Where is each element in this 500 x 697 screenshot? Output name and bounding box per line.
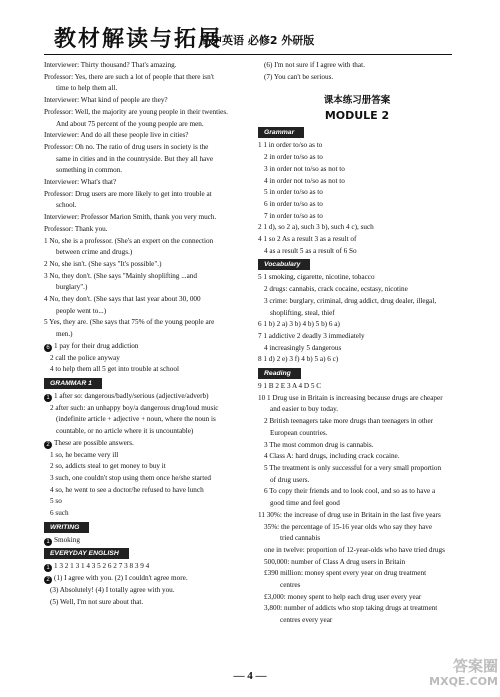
answer-text: These are possible answers. xyxy=(54,438,134,447)
answer-text: same in cities and in the countryside. But they all have xyxy=(56,154,214,163)
answer-line xyxy=(258,187,456,199)
answer-text: Interviewer: What's that? xyxy=(44,178,117,187)
right-body-lines xyxy=(258,125,456,626)
answer-line xyxy=(44,165,256,177)
answer-line xyxy=(44,259,256,271)
answer-line xyxy=(44,403,256,415)
answer-text: Interviewer: Thirty thousand? That's amazing. xyxy=(44,61,177,69)
answer-line xyxy=(258,381,456,393)
answer-text: tried cannabis xyxy=(280,534,321,543)
answer-line xyxy=(258,246,456,258)
answer-text: 6 in order to/so as to xyxy=(264,199,323,208)
circled-number: 1 xyxy=(44,564,52,572)
workbook-title: 课本练习册答案 xyxy=(323,95,391,107)
section-tag xyxy=(258,366,456,381)
answer-line xyxy=(44,60,256,72)
answer-text: 4 in order not to/so as not to xyxy=(264,176,345,185)
answer-line xyxy=(44,329,256,341)
answer-line xyxy=(44,236,256,248)
answer-text: 1 No, she is a professor. (She's an expert on the connection xyxy=(44,236,214,245)
answer-text: shoplifting, steal, thief xyxy=(270,308,335,317)
answer-line xyxy=(258,451,456,463)
section-tag-label: GRAMMAR 1 xyxy=(44,378,102,389)
answer-text: 2 call the police anyway xyxy=(50,353,120,362)
answer-line xyxy=(44,561,256,573)
answer-text: 4 1 so 2 As a result 3 as a result of xyxy=(258,235,357,244)
answer-text: 3,800: number of addicts who stop taking drugs at treatment xyxy=(264,604,438,613)
answer-text: 5 The treatment is only successful for a very small proportion xyxy=(264,463,442,472)
answer-line xyxy=(258,393,456,405)
answer-text: Professor: Well, the majority are young people in their twenties. xyxy=(44,107,228,116)
answer-line xyxy=(44,95,256,107)
answer-text: 2 after such: an unhappy boy/a dangerous drug/loud music xyxy=(50,403,219,412)
watermark-logo xyxy=(418,658,498,694)
answer-text: Interviewer: Professor Marion Smith, thank you very much. xyxy=(44,213,217,222)
answer-text: (indefinite article + adjective + noun, where the noun is xyxy=(56,415,216,424)
answer-text: 1 after so: dangerous/badly/serious (adjective/adverb) xyxy=(54,391,209,400)
answer-line xyxy=(44,271,256,283)
circled-number: 1 xyxy=(44,394,52,402)
right-column xyxy=(258,60,456,627)
section-tag xyxy=(258,125,456,140)
answer-text: 3 No, they don't. (She says "Mainly shoplifting ...and xyxy=(44,271,197,280)
answer-text: 4 to help them all 5 get into trouble at school xyxy=(50,365,179,374)
answer-line xyxy=(44,485,256,497)
answer-line xyxy=(44,573,256,585)
section-tag-label: Reading xyxy=(258,368,301,379)
answer-line xyxy=(44,414,256,426)
page-header xyxy=(0,0,500,60)
answer-line xyxy=(44,142,256,154)
answer-line xyxy=(44,200,256,212)
answer-line xyxy=(258,510,456,522)
answer-line xyxy=(258,152,456,164)
answer-line xyxy=(44,224,256,236)
answer-line xyxy=(44,438,256,450)
answer-text: 5 in order to/so as to xyxy=(264,188,323,197)
answer-line xyxy=(44,247,256,259)
answer-text: 3 crime: burglary, criminal, drug addict, drug dealer, illegal, xyxy=(264,296,437,305)
answer-text: 35%: the percentage of 15-16 year olds who say they have xyxy=(264,522,433,531)
answer-text: 1 3 2 1 3 1 4 3 5 2 6 2 7 3 8 3 9 4 xyxy=(54,562,150,571)
section-tag-label: Vocabulary xyxy=(258,259,310,270)
answer-line xyxy=(258,72,456,84)
answer-line xyxy=(44,72,256,84)
left-column xyxy=(44,60,256,608)
answer-line xyxy=(258,463,456,475)
answer-text: 4 Class A: hard drugs, including crack cocaine. xyxy=(264,452,400,461)
answer-text: 3 such, one couldn't stop using them once he/she started xyxy=(50,473,211,482)
answer-text: Interviewer: What kind of people are they? xyxy=(44,96,168,105)
answer-line xyxy=(258,533,456,545)
answer-text: one in twelve: proportion of 12-year-olds who have tried drugs xyxy=(264,545,445,554)
answer-line xyxy=(258,272,456,284)
answer-line xyxy=(258,296,456,308)
answer-line xyxy=(258,522,456,534)
circled-number: 2 xyxy=(44,441,52,449)
answer-text: something in common. xyxy=(56,166,123,175)
right-top-lines xyxy=(258,60,456,83)
answer-text: 4 so, he went to see a doctor/he refused to have lunch xyxy=(50,485,204,494)
section-tag xyxy=(44,376,256,391)
answer-text: 1 so, he became very ill xyxy=(50,450,119,459)
answer-text: 3 in order not to/so as not to xyxy=(264,164,345,173)
answer-text: men.) xyxy=(56,330,73,339)
answer-line xyxy=(44,83,256,95)
answer-line xyxy=(44,107,256,119)
answer-line xyxy=(258,354,456,366)
answer-line xyxy=(44,426,256,438)
answer-line xyxy=(258,486,456,498)
answer-text: 6 To copy their friends and to look cool, and so as to have a xyxy=(264,487,436,496)
answer-line xyxy=(258,557,456,569)
answer-text: 7 in order to/so as to xyxy=(264,211,323,220)
answer-text: Professor: Oh no. The ratio of drug users in society is the xyxy=(44,142,209,151)
module-title: MODULE 2 xyxy=(324,109,390,123)
answer-text: 9 1 B 2 E 3 A 4 D 5 C xyxy=(258,382,322,391)
answer-line xyxy=(258,164,456,176)
answer-text: 500,000: number of Class A drug users in Britain xyxy=(264,557,406,566)
answer-text: 5 so xyxy=(50,497,62,506)
answer-line xyxy=(258,592,456,604)
answer-line xyxy=(44,154,256,166)
answer-text: (3) Absolutely! (4) I totally agree with you. xyxy=(50,585,175,594)
answer-text: 2 drugs: cannabis, crack cocaine, ecstasy, nicotine xyxy=(264,285,408,294)
answer-text: and easier to buy today. xyxy=(270,405,338,414)
answer-text: school. xyxy=(56,201,77,210)
answer-line xyxy=(44,473,256,485)
answer-text: between crime and drugs.) xyxy=(56,248,133,257)
answer-line xyxy=(258,211,456,223)
answer-line xyxy=(258,176,456,188)
answer-line xyxy=(258,440,456,452)
answer-text: European countries. xyxy=(270,428,328,437)
answer-text: 4 as a result 5 as a result of 6 So xyxy=(264,246,357,255)
answer-text: 2 No, she isn't. (She says "It's possible".) xyxy=(44,259,162,268)
answer-line xyxy=(258,475,456,487)
header-rule xyxy=(44,54,452,55)
answer-line xyxy=(258,580,456,592)
answer-line xyxy=(258,568,456,580)
answer-text: Interviewer: And do all these people live in cities? xyxy=(44,131,189,140)
answer-line xyxy=(44,341,256,353)
answer-text: £390 million: money spent every year on drug treatment xyxy=(264,569,427,578)
answer-text: Smoking xyxy=(54,535,80,544)
answer-line xyxy=(258,343,456,355)
circled-number: 6 xyxy=(44,344,52,352)
answer-line xyxy=(44,306,256,318)
answer-line xyxy=(44,391,256,403)
answer-line xyxy=(258,319,456,331)
answer-text: 11 30%: the increase of drug use in Britain in the last five years xyxy=(258,510,441,519)
answer-text: countable, or no article where it is uncountable) xyxy=(56,427,194,436)
answer-text: 6 1 b) 2 a) 3 b) 4 b) 5 b) 6 a) xyxy=(258,320,340,329)
answer-line xyxy=(258,428,456,440)
answer-text: people went to...) xyxy=(56,306,107,315)
answer-line xyxy=(44,585,256,597)
answer-text: of drug users. xyxy=(270,475,310,484)
answer-text: Professor: Thank you. xyxy=(44,224,108,233)
section-tag xyxy=(44,546,256,561)
answer-line xyxy=(44,597,256,609)
answer-text: 1 1 in order to/so as to xyxy=(258,141,323,150)
answer-text: good time and feel good xyxy=(270,499,340,508)
answer-text: (5) Well, I'm not sure about that. xyxy=(50,597,144,606)
circled-number: 1 xyxy=(44,538,52,546)
answer-line xyxy=(44,317,256,329)
answer-text: And about 75 percent of the young people are men. xyxy=(56,119,204,128)
circled-number: 2 xyxy=(44,576,52,584)
book-title: 教材解读与拓展 xyxy=(54,27,223,52)
answer-line xyxy=(44,177,256,189)
page-number: — 4 — xyxy=(233,670,267,682)
section-tag xyxy=(258,257,456,272)
answer-text: 10 1 Drug use in Britain is increasing because drugs are cheaper xyxy=(258,393,443,402)
answer-text: 5 1 smoking, cigarette, nicotine, tobacco xyxy=(258,273,375,282)
book-subtitle: 高中英语 必修2 外研版 xyxy=(200,34,315,47)
watermark-line1: 答案圈 xyxy=(452,657,498,675)
answer-line xyxy=(44,535,256,547)
answer-text: burglary".) xyxy=(56,283,88,292)
answer-text: time to help them all. xyxy=(56,84,118,93)
answer-text: Professor: Drug users are more likely to get into trouble at xyxy=(44,189,212,198)
answer-text: 4 increasingly 5 dangerous xyxy=(264,343,342,352)
answer-text: 2 so, addicts steal to get money to buy it xyxy=(50,462,166,471)
answer-line xyxy=(258,234,456,246)
answer-text: 8 1 d) 2 e) 3 f) 4 b) 5 a) 6 c) xyxy=(258,355,339,364)
answer-line xyxy=(258,140,456,152)
answer-line xyxy=(44,353,256,365)
answer-line xyxy=(258,545,456,557)
answer-text: 6 such xyxy=(50,509,69,518)
section-tag xyxy=(44,520,256,535)
answer-text: (6) I'm not sure if I agree with that. xyxy=(264,61,365,69)
answer-line xyxy=(258,416,456,428)
answer-line xyxy=(44,450,256,462)
answer-line xyxy=(258,498,456,510)
answer-text: 2 in order to/so as to xyxy=(264,153,323,162)
answer-line xyxy=(44,294,256,306)
answer-text: centres xyxy=(280,581,301,590)
answer-text: 4 No, they don't. (She says that last year about 30, 000 xyxy=(44,295,201,304)
answer-line xyxy=(44,130,256,142)
answer-line xyxy=(258,615,456,627)
answer-line xyxy=(258,603,456,615)
answer-text: 1 pay for their drug addiction xyxy=(54,341,139,350)
answer-text: Professor: Yes, there are such a lot of people that there isn't xyxy=(44,72,214,81)
answer-line xyxy=(258,331,456,343)
answer-text: 7 1 addictive 2 deadly 3 immediately xyxy=(258,331,365,340)
answer-line xyxy=(44,461,256,473)
answer-text: (7) You can't be serious. xyxy=(264,72,334,81)
section-tag-label: EVERYDAY ENGLISH xyxy=(44,548,129,559)
answer-line xyxy=(44,212,256,224)
section-tag-label: Grammar xyxy=(258,127,304,138)
answer-text: £3,000: money spent to help each drug user every year xyxy=(264,592,422,601)
answer-text: 2 British teenagers take more drugs than teenagers in other xyxy=(264,417,434,426)
answer-line xyxy=(44,496,256,508)
watermark-line2: MXQE.COM xyxy=(429,675,498,688)
answer-line xyxy=(44,119,256,131)
answer-text: centres every year xyxy=(280,616,333,625)
answer-line xyxy=(258,222,456,234)
answer-text: (1) I agree with you. (2) I couldn't agree more. xyxy=(54,574,188,583)
answer-text: 5 Yes, they are. (She says that 75% of the young people are xyxy=(44,318,215,327)
answer-line xyxy=(44,364,256,376)
answer-line xyxy=(44,282,256,294)
answer-line xyxy=(258,60,456,72)
answer-line xyxy=(44,189,256,201)
answer-line xyxy=(258,199,456,211)
section-tag-label: WRITING xyxy=(44,522,89,533)
answer-line xyxy=(258,284,456,296)
answer-line xyxy=(258,404,456,416)
answer-text: 3 The most common drug is cannabis. xyxy=(264,440,374,449)
answer-line xyxy=(258,308,456,320)
answer-line xyxy=(44,508,256,520)
answer-text: 2 1 d), so 2 a), such 3 b), such 4 c), such xyxy=(258,223,374,232)
